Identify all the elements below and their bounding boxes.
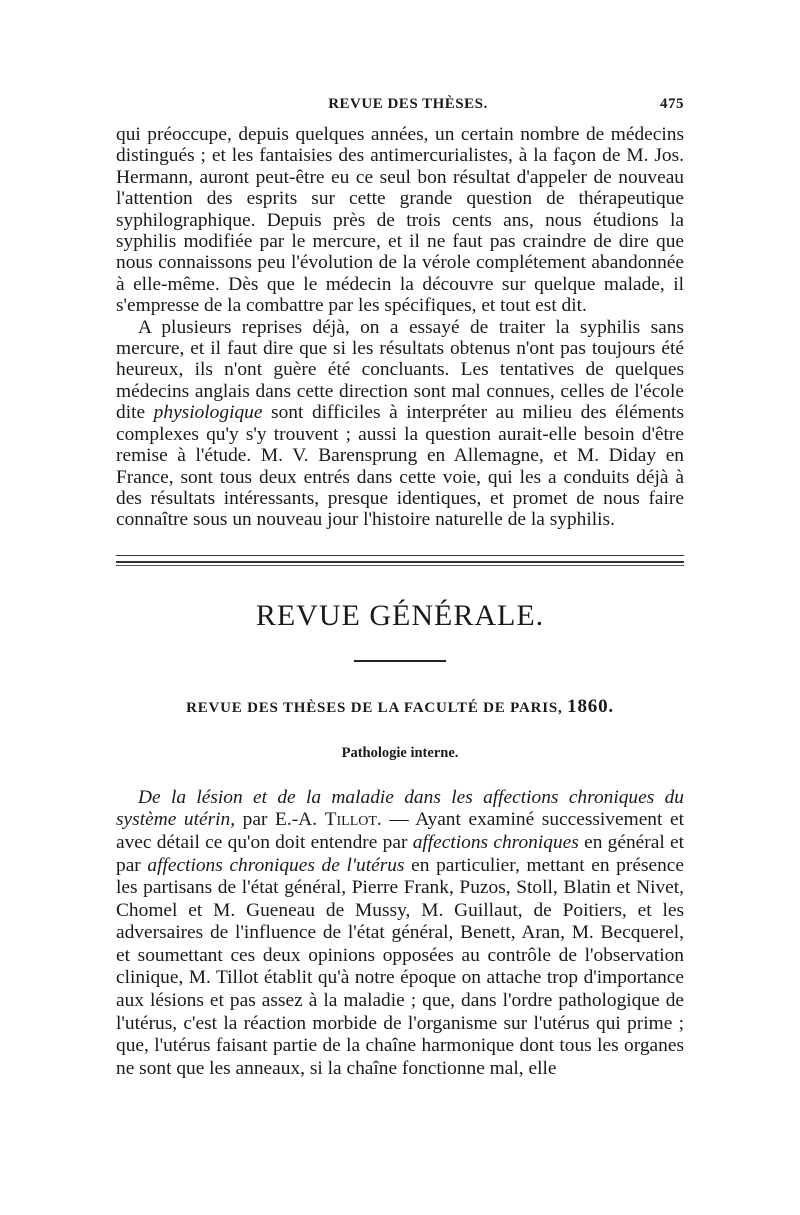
page-number: 475 <box>660 96 684 112</box>
article <box>116 787 684 1081</box>
thin-rule-divider <box>116 565 684 568</box>
article-text-2: en général et par <box>116 831 684 876</box>
paragraph-2 <box>116 317 684 531</box>
paragraph-1: qui préoccupe, depuis quelques années, un certain nombre de médecins distingués ; et les fantaisies des antimercurialistes, à la façon de M. Jos. Hermann, auront peut-être eu ce seul bon résultat d'appeler de nouveau l'attention des esprits sur cette grande question de thérapeutique syphilographique. Depuis près de trois cents ans, nous étudions la syphilis modifiée par le mercure, et il ne faut pas craindre de dire que nous connaissons peu l'évolution de la vérole complétement abandonnée à elle-même. Dès que le médecin la découvre sur quelque malade, il s'empresse de la combattre par les spécifiques, et tout est dit. <box>116 124 684 317</box>
double-rule-divider <box>116 555 684 563</box>
article-title: De la lésion et de la maladie dans les affections chroniques du système utérin, <box>116 786 684 831</box>
article-author: Tillot. <box>324 809 382 831</box>
running-title: REVUE DES THÈSES. <box>328 96 488 112</box>
article-italic-2: affections chroniques de l'utérus <box>147 854 405 876</box>
paragraph-2-italic: physiologique <box>153 402 263 424</box>
rubric-heading: Pathologie interne. <box>341 744 459 761</box>
section-title: REVUE GÉNÉRALE. <box>255 598 545 632</box>
short-rule <box>354 660 446 662</box>
article-text-3: en particulier, mettant en présence les partisans de l'état général, Pierre Frank, Puzos, Stoll, Blatin et Nivet, Chomel et M. Gueneau de Mussy, M. Guillaut, de Poitiers, et les adversaires de l'influence de l'état général, Benett, Aran, M. Becquerel, et soumettant ces deux opinions opposées au contrôle de l'observation clinique, M. Tillot établit qu'à notre époque on attache trop d'importance aux lésions et pas assez à la maladie ; que, dans l'ordre pathologique de l'utérus, c'est la réaction morbide de l'organisme sur l'utérus qui prime ; que, l'utérus faisant partie de la chaîne harmonique dont tous les organes ne sont que les anneaux, si la chaîne fonctionne mal, elle <box>116 854 685 1079</box>
subsection-title-text: REVUE DES THÈSES DE LA FACULTÉ DE PARIS, <box>186 699 563 716</box>
running-head <box>116 96 684 124</box>
paragraph-2-text-b: sont difficiles à interpréter au milieu des éléments complexes qu'y s'y trouvent ; aussi la question aurait-elle besoin d'être remise à l'étude. M. V. Barensprung en Allemagne, et M. Diday en France, sont tous deux entrés dans cette voie, qui les a conduits déjà à des résultats intéressants, presque identiques, et promet de nous faire connaître sous un nouveau jour l'histoire naturelle de la syphilis. <box>116 402 684 531</box>
paragraph-2-text-a: A plusieurs reprises déjà, on a essayé de traiter la syphilis sans mercure, et il faut dire que si les résultats obtenus n'ont pas toujours été heureux, ils n'ont guère été concluants. Les tentatives de quelques médecins anglais dans cette direction sont mal connues, celles de l'école dite <box>116 316 684 424</box>
article-italic-1: affections chroniques <box>412 831 579 853</box>
subsection-year: 1860. <box>567 695 614 717</box>
article-paragraph <box>116 787 684 1081</box>
article-text-1: — Ayant examiné successivement et avec détail ce qu'on doit entendre par <box>116 809 684 853</box>
article-by: par E.-A. <box>235 809 325 831</box>
journal-page <box>116 96 684 1080</box>
subsection-title <box>116 696 684 719</box>
